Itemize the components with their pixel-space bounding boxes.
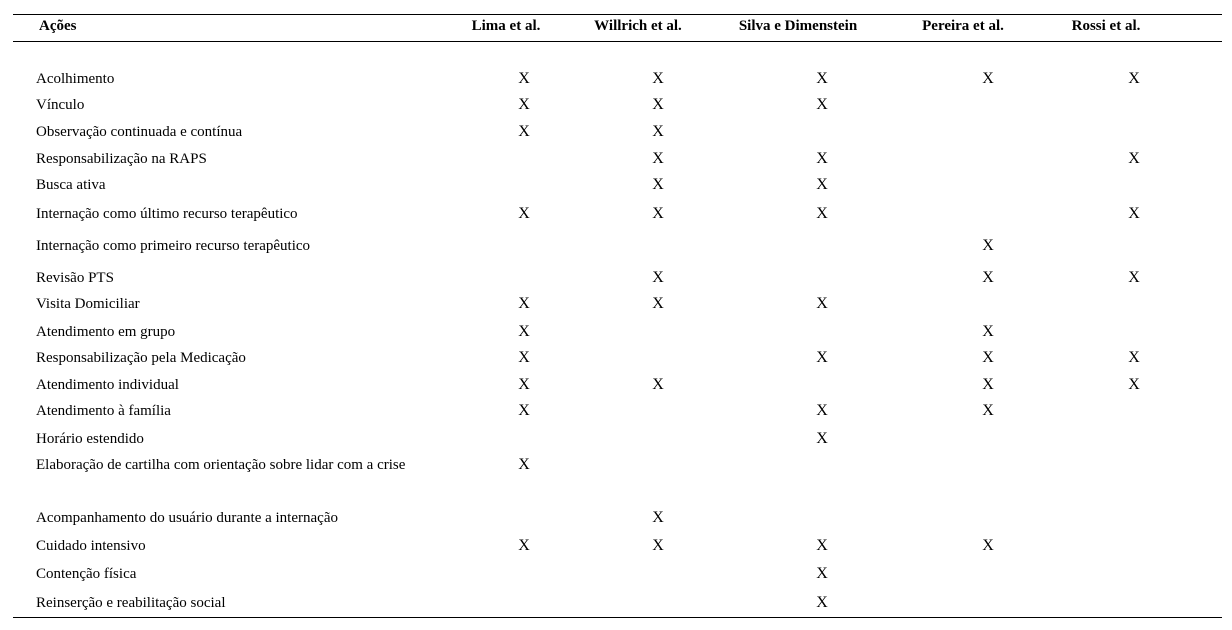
check-mark: X	[518, 323, 530, 340]
check-mark: X	[816, 349, 828, 366]
check-mark: X	[652, 509, 664, 526]
check-mark: X	[518, 123, 530, 140]
check-mark: X	[982, 537, 994, 554]
header-actions: Ações	[39, 18, 77, 34]
row-label: Horário estendido	[36, 431, 144, 447]
row-label: Elaboração de cartilha com orientação sobre lidar com a crise	[36, 457, 406, 473]
check-mark: X	[652, 537, 664, 554]
check-mark: X	[816, 430, 828, 447]
table-top-rule	[13, 14, 1222, 15]
row-label: Atendimento à família	[36, 403, 171, 419]
check-mark: X	[652, 96, 664, 113]
row-label: Visita Domiciliar	[36, 296, 140, 312]
row-label: Internação como último recurso terapêutico	[36, 206, 298, 222]
row-label: Vínculo	[36, 97, 85, 113]
table-header-rule	[13, 41, 1222, 42]
check-mark: X	[652, 123, 664, 140]
check-mark: X	[1128, 150, 1140, 167]
header-pereira: Pereira et al.	[922, 18, 1004, 34]
check-mark: X	[518, 349, 530, 366]
header-rossi: Rossi et al.	[1071, 18, 1141, 34]
row-label: Responsabilização pela Medicação	[36, 350, 246, 366]
row-label: Internação como primeiro recurso terapêutico	[36, 238, 311, 254]
check-mark: X	[518, 402, 530, 419]
row-label: Busca ativa	[36, 177, 106, 193]
check-mark: X	[1128, 376, 1140, 393]
check-mark: X	[518, 456, 530, 473]
row-label: Reinserção e reabilitação social	[36, 595, 226, 611]
row-label: Atendimento em grupo	[36, 324, 176, 340]
check-mark: X	[1128, 269, 1140, 286]
check-mark: X	[816, 594, 828, 611]
check-mark: X	[518, 205, 530, 222]
check-mark: X	[518, 295, 530, 312]
check-mark: X	[982, 70, 994, 87]
row-label: Atendimento individual	[36, 377, 179, 393]
row-label: Acolhimento	[36, 71, 115, 87]
check-mark: X	[518, 537, 530, 554]
check-mark: X	[518, 376, 530, 393]
check-mark: X	[816, 295, 828, 312]
table-bottom-rule	[13, 617, 1222, 618]
check-mark: X	[652, 205, 664, 222]
row-label: Acompanhamento do usuário durante a internação	[36, 510, 338, 526]
check-mark: X	[982, 323, 994, 340]
check-mark: X	[1128, 70, 1140, 87]
row-label: Observação continuada e contínua	[36, 124, 243, 140]
check-mark: X	[518, 96, 530, 113]
check-mark: X	[982, 269, 994, 286]
check-mark: X	[652, 176, 664, 193]
check-mark: X	[816, 70, 828, 87]
header-lima: Lima et al.	[471, 18, 541, 34]
row-label: Responsabilização na RAPS	[36, 151, 207, 167]
row-label: Cuidado intensivo	[36, 538, 146, 554]
check-mark: X	[652, 150, 664, 167]
check-mark: X	[982, 237, 994, 254]
check-mark: X	[652, 295, 664, 312]
check-mark: X	[652, 70, 664, 87]
check-mark: X	[652, 376, 664, 393]
check-mark: X	[816, 402, 828, 419]
row-label: Revisão PTS	[36, 270, 114, 286]
check-mark: X	[982, 402, 994, 419]
header-silva: Silva e Dimenstein	[738, 18, 858, 34]
check-mark: X	[652, 269, 664, 286]
check-mark: X	[816, 96, 828, 113]
check-mark: X	[816, 150, 828, 167]
check-mark: X	[816, 537, 828, 554]
check-mark: X	[982, 349, 994, 366]
check-mark: X	[816, 176, 828, 193]
check-mark: X	[816, 205, 828, 222]
check-mark: X	[518, 70, 530, 87]
check-mark: X	[816, 565, 828, 582]
check-mark: X	[1128, 349, 1140, 366]
row-label: Contenção física	[36, 566, 137, 582]
check-mark: X	[982, 376, 994, 393]
header-willrich: Willrich et al.	[594, 18, 682, 34]
check-mark: X	[1128, 205, 1140, 222]
